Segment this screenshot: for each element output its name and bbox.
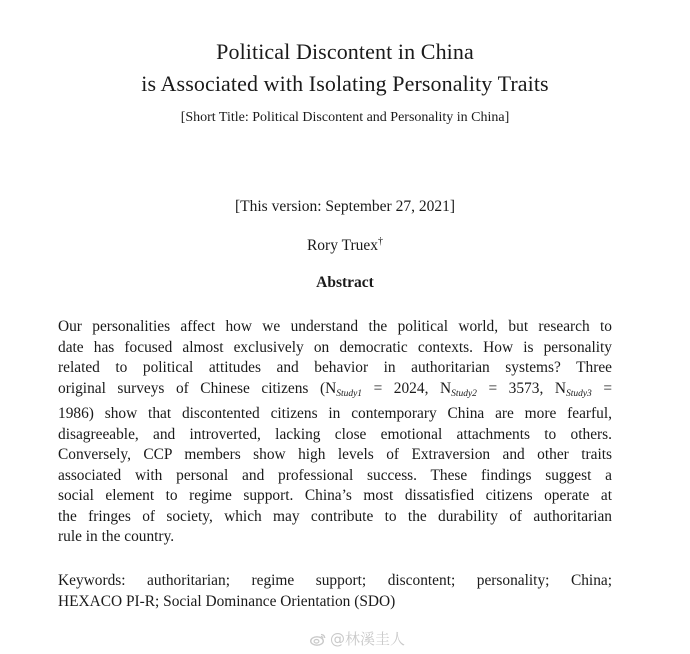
author	[0, 236, 690, 255]
abstract-body	[58, 317, 612, 548]
abstract-line: the fringes of society, which may contribute to the durability of authoritarian	[58, 507, 612, 525]
keywords-line-1: Keywords: authoritarian; regime support; discontent; personality; China;	[58, 572, 612, 589]
author-name: Rory Truex	[306, 237, 379, 254]
paper-title-line-2: is Associated with Isolating Personality Traits	[141, 71, 549, 96]
abstract-line: related to political attitudes and behavior in authoritarian systems? Three	[58, 359, 612, 376]
version-date: [This version: September 27, 2021]	[235, 198, 455, 215]
short-title: [Short Title: Political Discontent and Personality in China]	[180, 110, 510, 125]
abstract-line: associated with personal and professional success. These findings suggest a	[58, 466, 612, 484]
abstract-line: date has focused almost exclusively on democratic contexts. How is personality	[58, 338, 612, 356]
weibo-icon	[310, 632, 326, 645]
author-footnote-mark: †	[378, 236, 384, 247]
paper-title-line-1: Political Discontent in China	[216, 39, 474, 64]
subscript-study3: Study3	[565, 388, 592, 399]
abstract-line: rule in the country.	[58, 528, 175, 545]
abstract-line: 1986) show that discontented citizens in contemporary China are more fearful,	[58, 405, 612, 422]
abstract-text: = 2024, N	[362, 379, 452, 397]
abstract-line: Our personalities affect how we understand the political world, but research to	[58, 318, 612, 335]
abstract-heading: Abstract	[316, 274, 374, 291]
watermark-text: @林溪圭人	[330, 630, 406, 648]
watermark	[310, 628, 405, 649]
abstract-line: disagreeable, and introverted, lacking close emotional attachments to others.	[58, 425, 612, 443]
subscript-study1: Study1	[336, 388, 363, 399]
abstract-text: = 3573, N	[476, 379, 566, 397]
abstract-line-sample-sizes	[58, 379, 612, 405]
abstract-text: =	[591, 379, 613, 397]
keywords-line-2: HEXACO PI-R; Social Dominance Orientation (SDO)	[58, 592, 396, 610]
abstract-line: social element to regime support. China’s most dissatisfied citizens operate at	[58, 487, 612, 504]
keywords	[58, 571, 612, 612]
abstract-text: original surveys of Chinese citizens (N	[58, 379, 337, 397]
subscript-study2: Study2	[451, 388, 477, 399]
abstract-line: Conversely, CCP members show high levels of Extraversion and other traits	[58, 446, 612, 463]
